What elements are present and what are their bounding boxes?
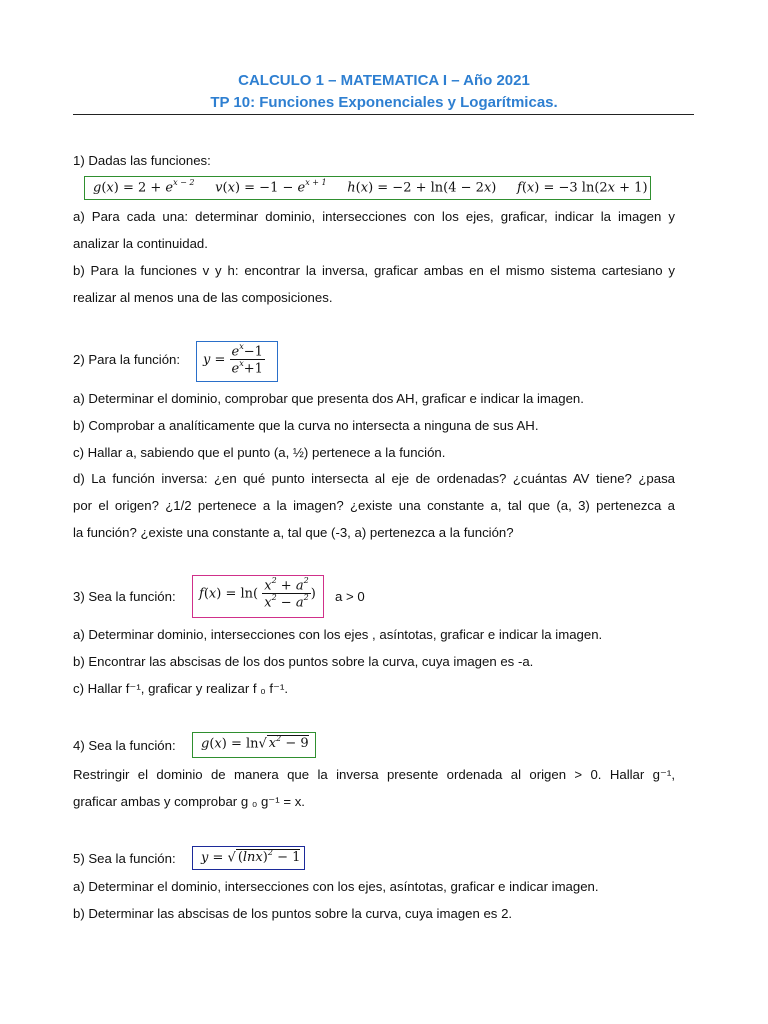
ex1-a-line1: a) Para cada una: determinar dominio, intersecciones con los ejes, graficar, indicar la imagen y bbox=[73, 209, 675, 224]
ex2-d-line2: por el origen? ¿1/2 pertenece a la imagen? ¿existe una constante a, tal que (a, 3) pertenezca a bbox=[73, 498, 675, 513]
ex4-intro: 4) Sea la función: bbox=[73, 738, 176, 753]
document-subtitle: TP 10: Funciones Exponenciales y Logarítmicas. bbox=[210, 94, 558, 111]
ex4-line2: graficar ambas y comprobar g ₀ g⁻¹ = x. bbox=[73, 794, 305, 809]
ex1-a-line2: analizar la continuidad. bbox=[73, 236, 208, 251]
header-divider bbox=[73, 114, 694, 115]
ex5-intro: 5) Sea la función: bbox=[73, 851, 176, 866]
ex3-a: a) Determinar dominio, intersecciones con los ejes , asíntotas, graficar e indicar la imagen. bbox=[73, 627, 603, 642]
ex2-b: b) Comprobar a analíticamente que la curva no intersecta a ninguna de sus AH. bbox=[73, 418, 539, 433]
ex1-intro: 1) Dadas las funciones: bbox=[73, 153, 211, 168]
ex3-condition: a > 0 bbox=[335, 589, 365, 604]
ex2-a: a) Determinar el dominio, comprobar que presenta dos AH, graficar e indicar la imagen. bbox=[73, 391, 584, 406]
ex4-line1: Restringir el dominio de manera que la inversa presente ordenada al origen > 0. Hallar g⁻¹, bbox=[73, 767, 675, 782]
ex2-d-line1: d) La función inversa: ¿en qué punto intersecta al eje de ordenadas? ¿cuántas AV tiene? ¿pasa bbox=[73, 471, 675, 486]
ex1-b-line2: realizar al menos una de las composiciones. bbox=[73, 290, 333, 305]
document-title: CALCULO 1 – MATEMATICA I – Año 2021 bbox=[238, 72, 530, 89]
ex3-c: c) Hallar f⁻¹, graficar y realizar f ₀ f⁻¹. bbox=[73, 681, 289, 696]
ex5-a: a) Determinar el dominio, intersecciones con los ejes, asíntotas, graficar e indicar imagen. bbox=[73, 879, 599, 894]
ex2-d-line3: la función? ¿existe una constante a, tal que (-3, a) pertenezca a la función? bbox=[73, 525, 514, 540]
ex2-c: c) Hallar a, sabiendo que el punto (a, ½) pertenece a la función. bbox=[73, 445, 446, 460]
ex5-b: b) Determinar las abscisas de los puntos sobre la curva, cuya imagen es 2. bbox=[73, 906, 513, 921]
ex4-formula-box: g(x) = ln√ $x^2 - 9$ bbox=[192, 732, 316, 758]
ex1-formula-box: $g(x) = 2 + e^{x - 2}$ $v(x) = -1 - e^{x + 1}$ h(x) = −2 + ln(4 − 2x) f(x) = −3 ln(2x + 1) bbox=[84, 176, 651, 200]
ex2-intro: 2) Para la función: bbox=[73, 352, 181, 367]
ex3-intro: 3) Sea la función: bbox=[73, 589, 176, 604]
ex3-formula-box: f(x) = ln( $\frac{x^2 + a^2}{x^2 - a^2}$ ) bbox=[192, 575, 324, 618]
ex5-formula-box: y = √ $(\ln x)^2 - 1$ bbox=[192, 846, 305, 870]
ex2-formula-box: y = $\frac{e^x-1}{e^x+1}$ bbox=[196, 341, 278, 382]
ex3-b: b) Encontrar las abscisas de los dos puntos sobre la curva, cuya imagen es -a. bbox=[73, 654, 534, 669]
ex1-b-line1: b) Para la funciones v y h: encontrar la inversa, graficar ambas en el mismo sistema cartesiano y bbox=[73, 263, 675, 278]
